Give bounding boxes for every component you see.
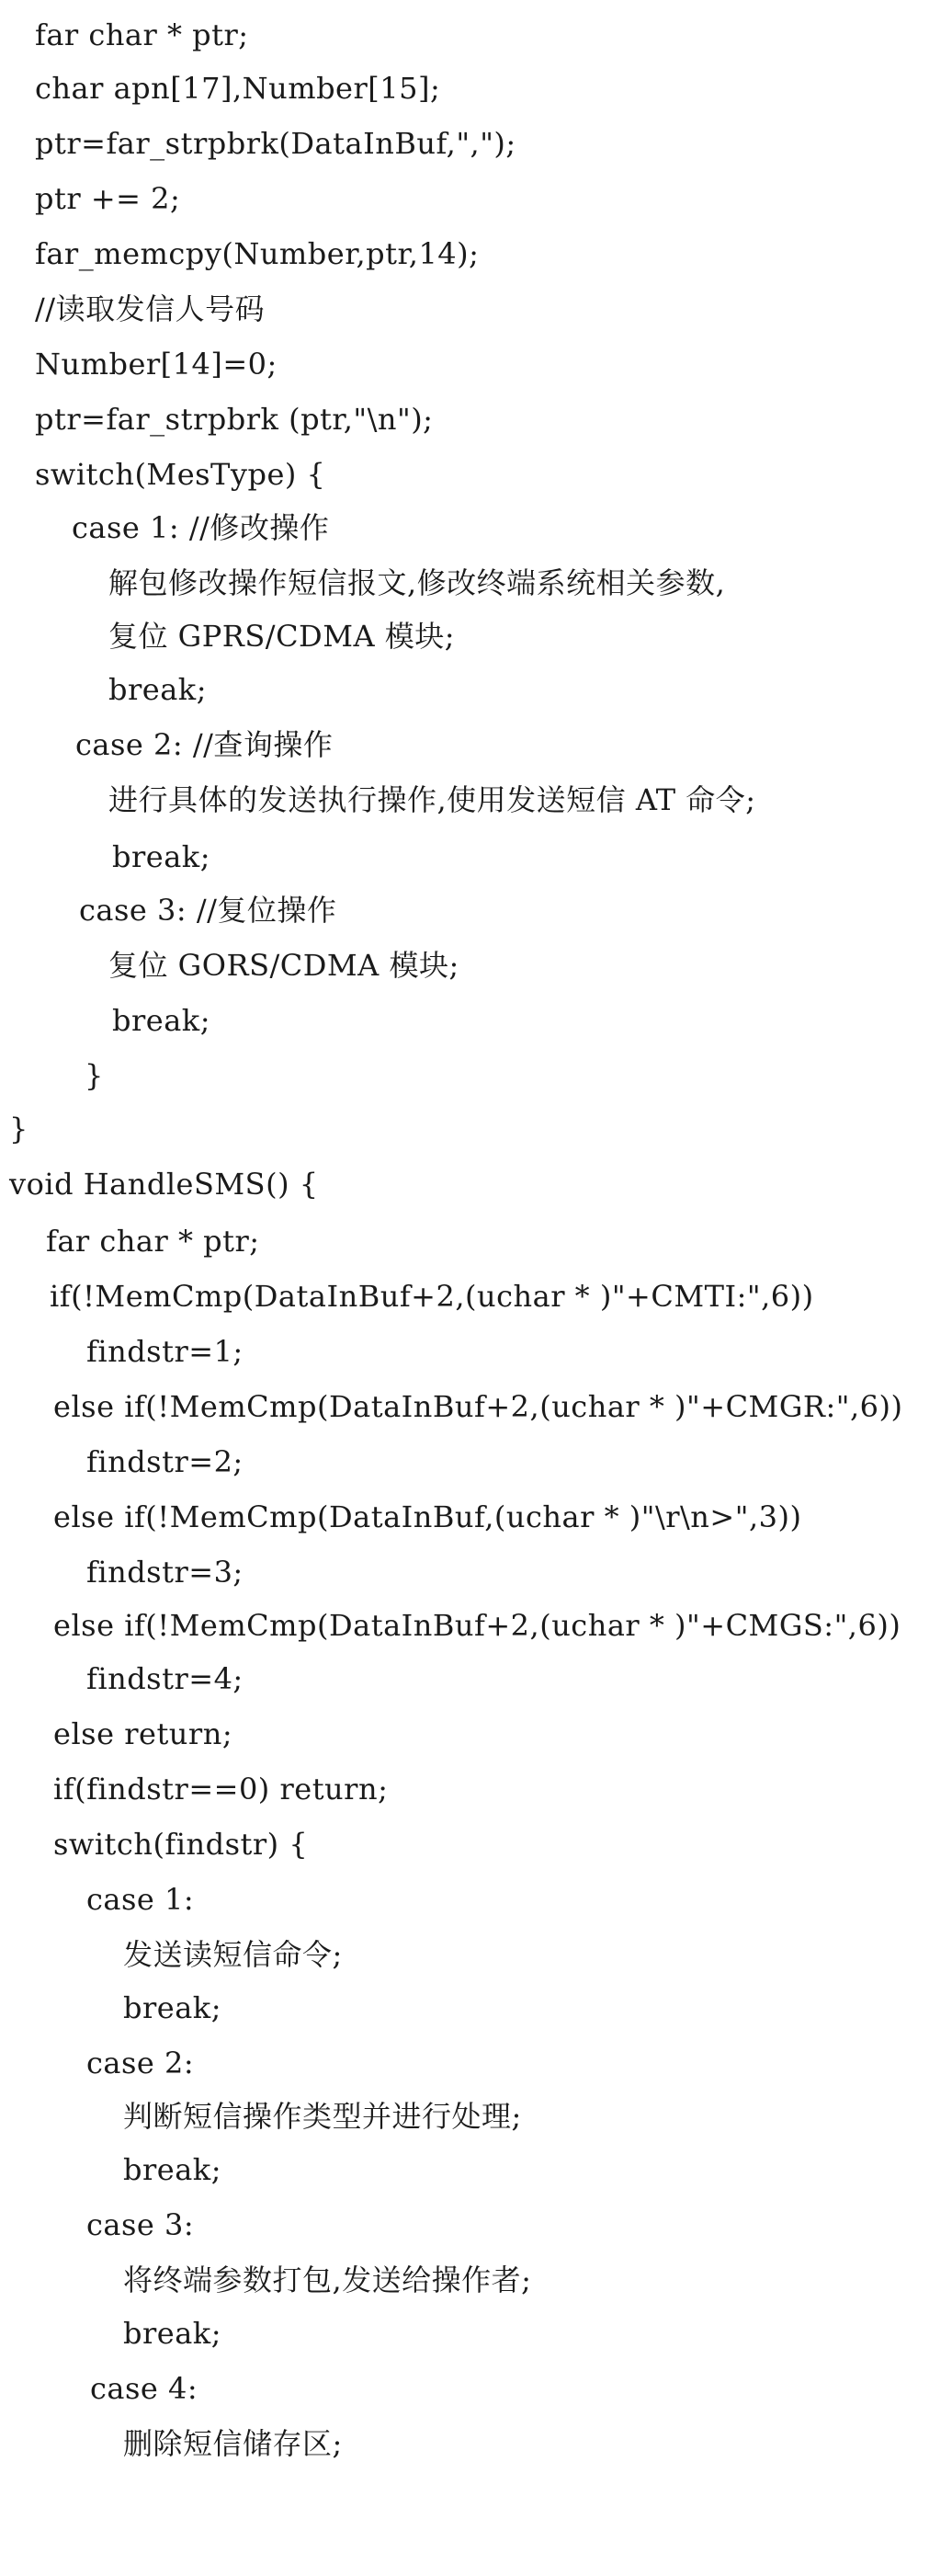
code-line: else if(!MemCmp(DataInBuf+2,(uchar * )"+CMGR:",6)): [53, 1389, 903, 1424]
code-line: case 2: //查询操作: [75, 727, 334, 762]
code-line: case 4:: [90, 2371, 198, 2406]
code-line: }: [85, 1058, 104, 1093]
code-line: //读取发信人号码: [35, 291, 266, 326]
code-line: }: [9, 1111, 28, 1146]
code-line: findstr=2;: [86, 1444, 244, 1479]
code-line: 复位 GPRS/CDMA 模块;: [108, 619, 456, 654]
code-line: 复位 GORS/CDMA 模块;: [108, 948, 459, 983]
code-line: far char * ptr;: [46, 1224, 260, 1259]
code-line: case 1: //修改操作: [72, 510, 330, 545]
code-line: ptr=far_strpbrk(DataInBuf,",");: [35, 126, 516, 161]
code-line: 解包修改操作短信报文,修改终端系统相关参数,: [108, 565, 726, 600]
code-line: if(!MemCmp(DataInBuf+2,(uchar * )"+CMTI:",6)): [50, 1279, 814, 1314]
code-line: switch(MesType) {: [35, 457, 326, 492]
code-line: 删除短信储存区;: [123, 2426, 343, 2461]
code-line: break;: [123, 2152, 221, 2187]
code-line: if(findstr==0) return;: [53, 1772, 389, 1807]
code-line: case 3:: [86, 2207, 195, 2242]
code-line: case 3: //复位操作: [79, 893, 337, 928]
code-line: else return;: [53, 1716, 233, 1751]
code-line: else if(!MemCmp(DataInBuf+2,(uchar * )"+CMGS:",6)): [53, 1608, 901, 1643]
code-line: else if(!MemCmp(DataInBuf,(uchar * )"\r\n>",3)): [53, 1499, 802, 1534]
code-line: far char * ptr;: [35, 17, 249, 52]
code-line: 进行具体的发送执行操作,使用发送短信 AT 命令;: [108, 782, 756, 817]
code-line: break;: [123, 1990, 221, 2025]
code-line: break;: [112, 1003, 210, 1038]
code-line: 判断短信操作类型并进行处理;: [123, 2099, 522, 2134]
code-line: break;: [112, 839, 210, 874]
code-line: ptr += 2;: [35, 181, 181, 216]
code-line: findstr=1;: [86, 1334, 244, 1369]
code-line: switch(findstr) {: [53, 1827, 309, 1862]
code-line: Number[14]=0;: [35, 347, 278, 382]
code-line: char apn[17],Number[15];: [35, 71, 441, 106]
code-line: 发送读短信命令;: [123, 1937, 343, 1972]
code-line: ptr=far_strpbrk (ptr,"\n");: [35, 402, 434, 437]
code-line: void HandleSMS() {: [9, 1167, 319, 1202]
code-line: far_memcpy(Number,ptr,14);: [35, 236, 480, 271]
code-line: findstr=3;: [86, 1555, 244, 1590]
code-line: findstr=4;: [86, 1661, 244, 1696]
code-line: break;: [123, 2316, 221, 2351]
code-line: case 2:: [86, 2046, 195, 2080]
code-line: break;: [108, 672, 207, 707]
code-line: 将终端参数打包,发送给操作者;: [123, 2263, 532, 2297]
code-line: case 1:: [86, 1882, 195, 1917]
